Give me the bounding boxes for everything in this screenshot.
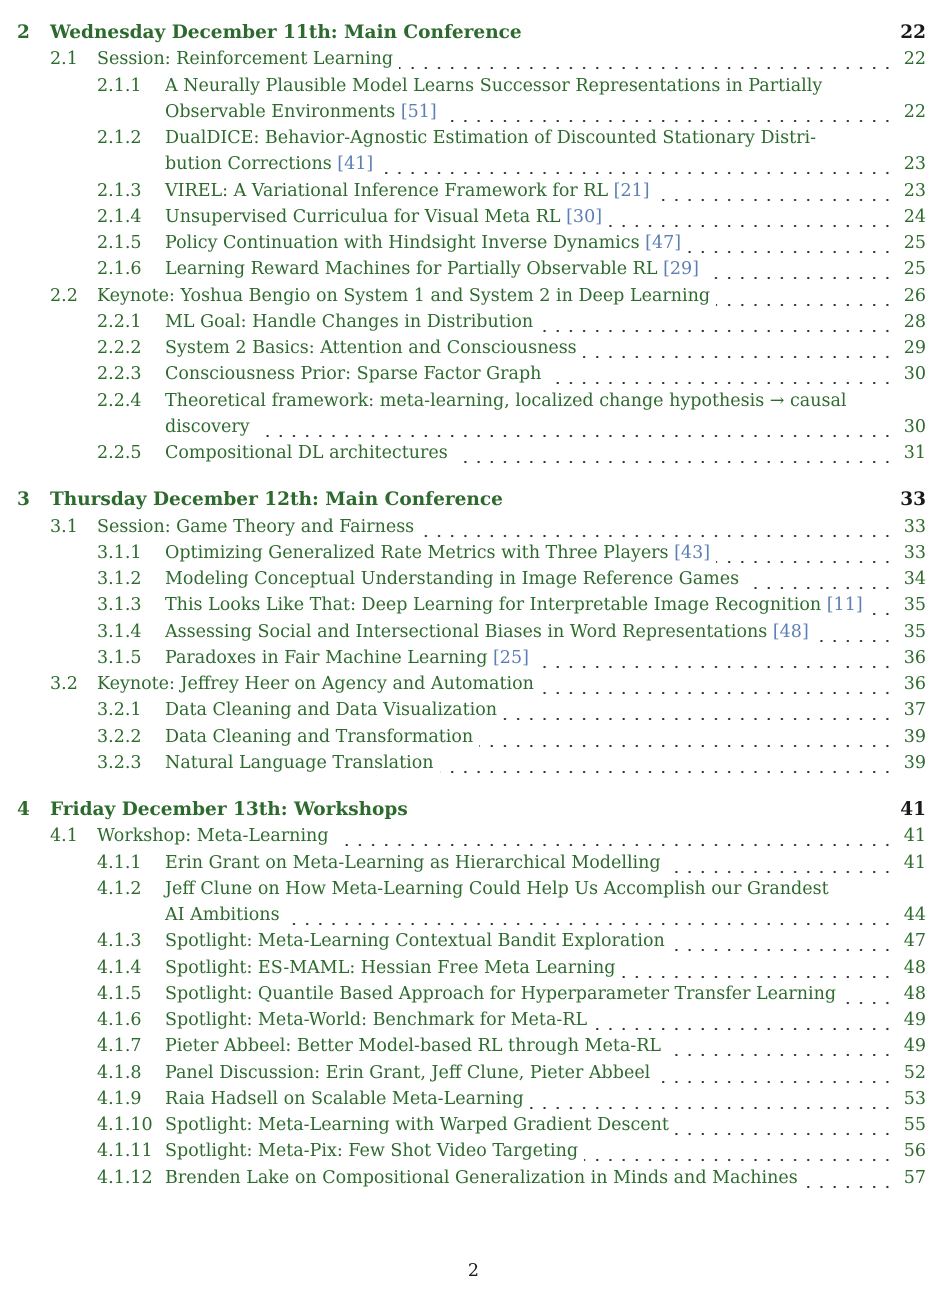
toc-number: 4.1.6 — [97, 1010, 142, 1030]
toc-page-number[interactable]: 30 — [903, 364, 926, 385]
dot-leader — [608, 204, 894, 230]
toc-title[interactable] — [165, 902, 280, 928]
dot-leader — [716, 283, 894, 309]
dot-leader — [593, 1007, 894, 1033]
dot-leader — [675, 1112, 894, 1138]
toc-title-text: Jeff Clune on How Meta-Learning Could Help Us Accomplish our Grandest — [165, 878, 829, 899]
toc-title-text: Wednesday December 11th: Main Conference — [50, 22, 522, 43]
toc-title[interactable] — [165, 850, 661, 876]
toc-title[interactable] — [165, 440, 448, 466]
dot-leader — [667, 850, 894, 876]
dot-leader — [286, 902, 894, 928]
toc-page-number[interactable]: 35 — [903, 621, 926, 642]
toc-number: 3.2.1 — [97, 700, 142, 721]
dot-leader — [815, 619, 894, 645]
toc-title-text: Brenden Lake on Compositional Generalization in Minds and Machines — [165, 1167, 798, 1188]
toc-section[interactable] — [0, 20, 947, 46]
toc-title[interactable] — [165, 309, 533, 335]
toc-entry[interactable] — [0, 671, 947, 697]
toc-number: 2.1.2 — [97, 128, 142, 148]
toc-entry[interactable] — [0, 823, 947, 849]
toc-page-number[interactable]: 41 — [900, 799, 926, 820]
toc-title[interactable] — [165, 230, 681, 256]
toc-page-number[interactable]: 26 — [903, 285, 926, 306]
toc-title[interactable] — [165, 645, 529, 671]
toc-title-text: Pieter Abbeel: Better Model-based RL through Meta-RL — [165, 1036, 662, 1057]
toc-page-number[interactable]: 41 — [903, 852, 926, 873]
dot-leader — [335, 823, 894, 849]
toc-number: 3.2.2 — [97, 726, 142, 747]
toc-title[interactable] — [165, 414, 250, 440]
toc-title-text: Spotlight: ES-MAML: Hessian Free Meta Learning — [165, 957, 616, 978]
dot-leader — [547, 361, 894, 387]
toc-title[interactable] — [50, 20, 522, 46]
toc-page-number[interactable]: 57 — [903, 1167, 926, 1188]
toc-title-text: ML Goal: Handle Changes in Distribution — [165, 311, 534, 332]
toc-title-text: This Looks Like That: Deep Learning for Interpretable Image Recognition — [165, 595, 822, 616]
citation-link[interactable]: [48] — [772, 621, 809, 642]
citation-link[interactable]: [11] — [826, 595, 863, 616]
dot-leader — [503, 697, 894, 723]
toc-title[interactable] — [165, 955, 615, 981]
toc-title[interactable] — [165, 73, 822, 99]
toc-page-number[interactable]: 41 — [903, 826, 926, 847]
toc-number: 3.1.1 — [97, 542, 142, 563]
dot-leader — [687, 230, 894, 256]
toc-title-text: Observable Environments — [165, 101, 396, 122]
dot-leader — [530, 1086, 894, 1112]
toc-title-text: Session: Reinforcement Learning — [97, 49, 394, 70]
toc-page-number[interactable]: 36 — [903, 674, 926, 694]
toc-entry[interactable] — [0, 955, 947, 981]
toc-entry[interactable] — [0, 750, 947, 776]
toc-number: 3.1 — [50, 516, 78, 537]
toc-title[interactable] — [165, 361, 541, 387]
toc-page-number[interactable]: 25 — [903, 233, 926, 253]
citation-link[interactable]: [47] — [645, 233, 682, 253]
toc-number: 4.1.3 — [97, 931, 142, 952]
toc-entry[interactable] — [0, 361, 947, 387]
toc-number: 2.2.1 — [97, 311, 142, 332]
toc-page-number[interactable]: 48 — [903, 957, 926, 978]
toc-title[interactable] — [165, 256, 699, 282]
toc-page-number[interactable]: 25 — [903, 259, 926, 280]
toc-page-number[interactable]: 48 — [903, 983, 926, 1004]
toc-title[interactable] — [165, 151, 373, 177]
toc-page-number[interactable]: 33 — [900, 489, 926, 511]
toc-title[interactable] — [165, 876, 829, 902]
toc-title[interactable] — [97, 671, 534, 697]
page-number: 2 — [467, 1261, 480, 1281]
toc-section[interactable] — [0, 797, 947, 823]
dot-leader — [869, 592, 894, 618]
dot-leader — [671, 928, 894, 954]
toc-number: 4.1.9 — [97, 1088, 142, 1109]
toc-title[interactable] — [165, 204, 602, 230]
toc-number: 4.1.12 — [97, 1167, 153, 1188]
toc-title[interactable] — [165, 540, 710, 566]
toc-title[interactable] — [165, 125, 816, 151]
toc-entry[interactable] — [0, 309, 947, 335]
toc-number: 4.1.4 — [97, 957, 142, 978]
toc-title[interactable] — [165, 1165, 798, 1191]
toc-title[interactable] — [165, 99, 437, 125]
toc-title[interactable] — [165, 335, 577, 361]
toc-page-number[interactable]: 39 — [903, 752, 926, 773]
toc-number: 2.1.4 — [97, 206, 142, 227]
toc-entry[interactable] — [0, 204, 947, 230]
dot-leader — [379, 151, 894, 177]
toc-entry[interactable] — [0, 697, 947, 723]
toc-entry[interactable] — [0, 1138, 947, 1164]
toc-number: 3.1.4 — [97, 621, 142, 642]
toc-page-number[interactable]: 24 — [903, 206, 926, 227]
toc-entry[interactable] — [0, 73, 947, 99]
dot-leader — [804, 1165, 894, 1191]
toc-title-text: Policy Continuation with Hindsight Inverse Dynamics — [165, 233, 640, 253]
toc-entry[interactable] — [0, 876, 947, 902]
toc-entry[interactable] — [0, 440, 947, 466]
toc-page-number[interactable]: 53 — [903, 1088, 926, 1109]
toc-number: 2.1.6 — [97, 259, 142, 280]
dot-leader — [584, 1138, 894, 1164]
toc-number: 4.1.11 — [97, 1141, 153, 1162]
toc-number: 2.1.1 — [97, 75, 142, 96]
toc-entry[interactable] — [0, 1033, 947, 1059]
toc-entry[interactable] — [0, 388, 947, 414]
toc-number: 3.1.5 — [97, 647, 142, 668]
toc-entry[interactable] — [0, 283, 947, 309]
toc-number: 3.1.3 — [97, 595, 142, 616]
toc-title-text: DualDICE: Behavior-Agnostic Estimation of Discounted Stationary Distri- — [165, 128, 817, 148]
toc-page-number[interactable]: 23 — [903, 180, 926, 201]
toc-title-text: Optimizing Generalized Rate Metrics with Three Players — [165, 542, 669, 563]
citation-link[interactable]: [25] — [492, 647, 529, 668]
citation-link[interactable]: [51] — [400, 101, 437, 122]
dot-leader — [479, 724, 894, 750]
toc-title[interactable] — [165, 750, 434, 776]
toc-page-number[interactable]: 30 — [903, 416, 926, 437]
toc-entry-continuation[interactable] — [0, 414, 947, 440]
toc-title-text: Compositional DL architectures — [165, 443, 448, 463]
toc-number: 2 — [17, 22, 30, 43]
toc-page-number[interactable]: 23 — [903, 154, 926, 175]
toc-page-number[interactable]: 56 — [903, 1141, 926, 1162]
toc-entry[interactable] — [0, 928, 947, 954]
toc-title-text: Erin Grant on Meta-Learning as Hierarchical Modelling — [165, 852, 661, 873]
dot-leader — [716, 540, 894, 566]
toc-entry[interactable] — [0, 645, 947, 671]
dot-leader — [420, 514, 894, 540]
toc-title-text: Unsupervised Curriculua for Visual Meta RL — [165, 206, 561, 227]
toc-entry-continuation[interactable] — [0, 902, 947, 928]
toc-number: 3.1.2 — [97, 569, 142, 589]
toc-title-text: Theoretical framework: meta-learning, localized change hypothesis → causal — [165, 390, 847, 411]
toc-number: 4.1.2 — [97, 878, 142, 899]
toc-title-text: Natural Language Translation — [165, 752, 434, 773]
toc-title[interactable] — [165, 1112, 669, 1138]
dot-leader — [621, 955, 894, 981]
toc-page-number[interactable]: 36 — [903, 647, 926, 668]
toc-title[interactable] — [165, 1086, 524, 1112]
toc-entry[interactable] — [0, 619, 947, 645]
dot-leader — [705, 256, 894, 282]
toc-title[interactable] — [165, 1007, 587, 1033]
toc-entry[interactable] — [0, 724, 947, 750]
toc-title[interactable] — [165, 566, 739, 592]
toc-title-text: System 2 Basics: Attention and Consciousness — [165, 338, 577, 358]
toc-number: 3.2.3 — [97, 752, 142, 773]
toc-entry[interactable] — [0, 981, 947, 1007]
toc-title-text: Data Cleaning and Transformation — [165, 726, 474, 747]
toc-page-number[interactable]: 31 — [903, 443, 926, 463]
toc-title-text: Friday December 13th: Workshops — [50, 799, 408, 820]
citation-link[interactable]: [29] — [663, 259, 699, 280]
toc-entry[interactable] — [0, 178, 947, 204]
toc-number: 3.2 — [50, 674, 78, 694]
citation-link[interactable]: [41] — [337, 154, 374, 175]
dot-leader — [539, 309, 894, 335]
toc-title[interactable] — [165, 619, 809, 645]
citation-link[interactable]: [43] — [674, 542, 711, 563]
toc-title-text: bution Corrections — [165, 154, 332, 175]
toc-title[interactable] — [50, 797, 408, 823]
toc-title[interactable] — [165, 981, 836, 1007]
toc-entry[interactable] — [0, 1007, 947, 1033]
toc-title[interactable] — [165, 1138, 578, 1164]
toc-number: 4.1.10 — [97, 1115, 153, 1135]
dot-leader — [399, 46, 894, 72]
citation-link[interactable]: [21] — [613, 180, 650, 201]
toc-entry[interactable] — [0, 1165, 947, 1191]
toc-number: 2.1.5 — [97, 233, 142, 253]
toc-number: 4.1.1 — [97, 852, 142, 873]
toc-title-text: A Neurally Plausible Model Learns Successor Representations in Partially — [165, 75, 823, 96]
toc-title-text: Panel Discussion: Erin Grant, Jeff Clune, Pieter Abbeel — [165, 1062, 651, 1083]
toc-title-text: Keynote: Yoshua Bengio on System 1 and System 2 in Deep Learning — [97, 285, 711, 306]
toc-entry[interactable] — [0, 230, 947, 256]
toc-page-number[interactable]: 49 — [903, 1010, 926, 1030]
toc-title-text: Consciousness Prior: Sparse Factor Graph — [165, 364, 542, 385]
toc-number: 4.1.5 — [97, 983, 142, 1004]
toc-number: 2.2.5 — [97, 443, 142, 463]
toc-title-text: Thursday December 12th: Main Conference — [50, 489, 503, 511]
toc-page-number[interactable]: 29 — [903, 338, 926, 358]
toc-page-number[interactable]: 52 — [903, 1062, 926, 1083]
toc-page-number[interactable]: 33 — [903, 516, 926, 537]
toc-entry[interactable] — [0, 1112, 947, 1138]
dot-leader — [256, 414, 894, 440]
toc-page-number[interactable]: 55 — [903, 1115, 926, 1135]
toc-section[interactable] — [0, 487, 947, 513]
toc-page-number[interactable]: 22 — [903, 49, 926, 70]
dot-leader — [667, 1033, 894, 1059]
toc-title-text: Raia Hadsell on Scalable Meta-Learning — [165, 1088, 524, 1109]
toc-title-text: Spotlight: Meta-World: Benchmark for Meta-RL — [165, 1010, 588, 1030]
dot-leader — [440, 750, 894, 776]
toc-page-number[interactable]: 35 — [903, 595, 926, 616]
toc-title[interactable] — [97, 514, 414, 540]
toc-entry[interactable] — [0, 46, 947, 72]
toc-number: 4.1.7 — [97, 1036, 142, 1057]
toc-number: 2.2.2 — [97, 338, 142, 358]
toc-title[interactable] — [165, 178, 650, 204]
toc-number: 3 — [17, 489, 30, 511]
toc-title-text: Data Cleaning and Data Visualization — [165, 700, 498, 721]
dot-leader — [583, 335, 894, 361]
dot-leader — [656, 178, 894, 204]
toc-entry[interactable] — [0, 1086, 947, 1112]
toc-title[interactable] — [165, 697, 497, 723]
toc-title[interactable] — [97, 283, 710, 309]
dot-leader — [535, 645, 894, 671]
toc-entry[interactable] — [0, 566, 947, 592]
toc-title-text: VIREL: A Variational Inference Framework for RL — [165, 180, 609, 201]
toc-title[interactable] — [165, 388, 847, 414]
toc-title[interactable] — [97, 46, 393, 72]
toc-page-number[interactable]: 33 — [903, 542, 926, 563]
toc-number: 2.1.3 — [97, 180, 142, 201]
toc-entry[interactable] — [0, 514, 947, 540]
toc-title-text: Spotlight: Meta-Learning with Warped Gradient Descent — [165, 1115, 669, 1135]
toc-title-text: Workshop: Meta-Learning — [97, 826, 329, 847]
toc-page-number[interactable]: 28 — [903, 311, 926, 332]
toc-title[interactable] — [97, 823, 329, 849]
toc-title[interactable] — [165, 592, 863, 618]
dot-leader — [454, 440, 894, 466]
dot-leader — [540, 671, 894, 697]
toc-title-text: Session: Game Theory and Fairness — [97, 516, 415, 537]
toc-page-number[interactable]: 37 — [903, 700, 926, 721]
toc-title[interactable] — [50, 487, 503, 513]
toc-title-text: discovery — [165, 416, 250, 437]
toc-entry[interactable] — [0, 256, 947, 282]
toc-entry[interactable] — [0, 592, 947, 618]
dot-leader — [842, 981, 894, 1007]
toc-entry-continuation[interactable] — [0, 151, 947, 177]
dot-leader — [656, 1060, 894, 1086]
toc-title-text: Spotlight: Quantile Based Approach for Hyperparameter Transfer Learning — [165, 983, 837, 1004]
toc-title-text: Spotlight: Meta-Pix: Few Shot Video Targeting — [165, 1141, 579, 1162]
toc-entry[interactable] — [0, 125, 947, 151]
toc-title-text: Paradoxes in Fair Machine Learning — [165, 647, 488, 668]
citation-link[interactable]: [30] — [566, 206, 603, 227]
toc-number: 2.2 — [50, 285, 78, 306]
toc-title-text: AI Ambitions — [165, 905, 280, 925]
toc-entry[interactable] — [0, 335, 947, 361]
toc-title-text: Keynote: Jeffrey Heer on Agency and Automation — [97, 674, 534, 694]
dot-leader — [443, 99, 894, 125]
toc-title-text: Assessing Social and Intersectional Biases in Word Representations — [165, 621, 768, 642]
toc-entry[interactable] — [0, 850, 947, 876]
dot-leader — [745, 566, 894, 592]
toc-title[interactable] — [165, 1060, 650, 1086]
toc-title[interactable] — [165, 724, 473, 750]
toc-page-number[interactable]: 39 — [903, 726, 926, 747]
toc-entry[interactable] — [0, 1060, 947, 1086]
toc-title-text: Learning Reward Machines for Partially Observable RL — [165, 259, 658, 280]
toc-title-text: Modeling Conceptual Understanding in Image Reference Games — [165, 569, 740, 589]
toc-number: 4.1 — [50, 826, 78, 847]
toc-page-number[interactable]: 22 — [903, 101, 926, 122]
toc-number: 4 — [17, 799, 30, 820]
toc-title-text: Spotlight: Meta-Learning Contextual Bandit Exploration — [165, 931, 665, 952]
toc-page-number[interactable]: 22 — [900, 22, 926, 43]
toc-entry[interactable] — [0, 540, 947, 566]
toc-number: 2.2.4 — [97, 390, 142, 411]
toc-number: 2.2.3 — [97, 364, 142, 385]
toc-page-number[interactable]: 49 — [903, 1036, 926, 1057]
toc-number: 4.1.8 — [97, 1062, 142, 1083]
toc-page-number[interactable]: 47 — [903, 931, 926, 952]
toc-page-number[interactable]: 44 — [903, 905, 926, 925]
toc-title[interactable] — [165, 1033, 661, 1059]
toc-title[interactable] — [165, 928, 665, 954]
toc-number: 2.1 — [50, 49, 78, 70]
toc-page-number[interactable]: 34 — [903, 569, 926, 589]
toc-entry-continuation[interactable] — [0, 99, 947, 125]
